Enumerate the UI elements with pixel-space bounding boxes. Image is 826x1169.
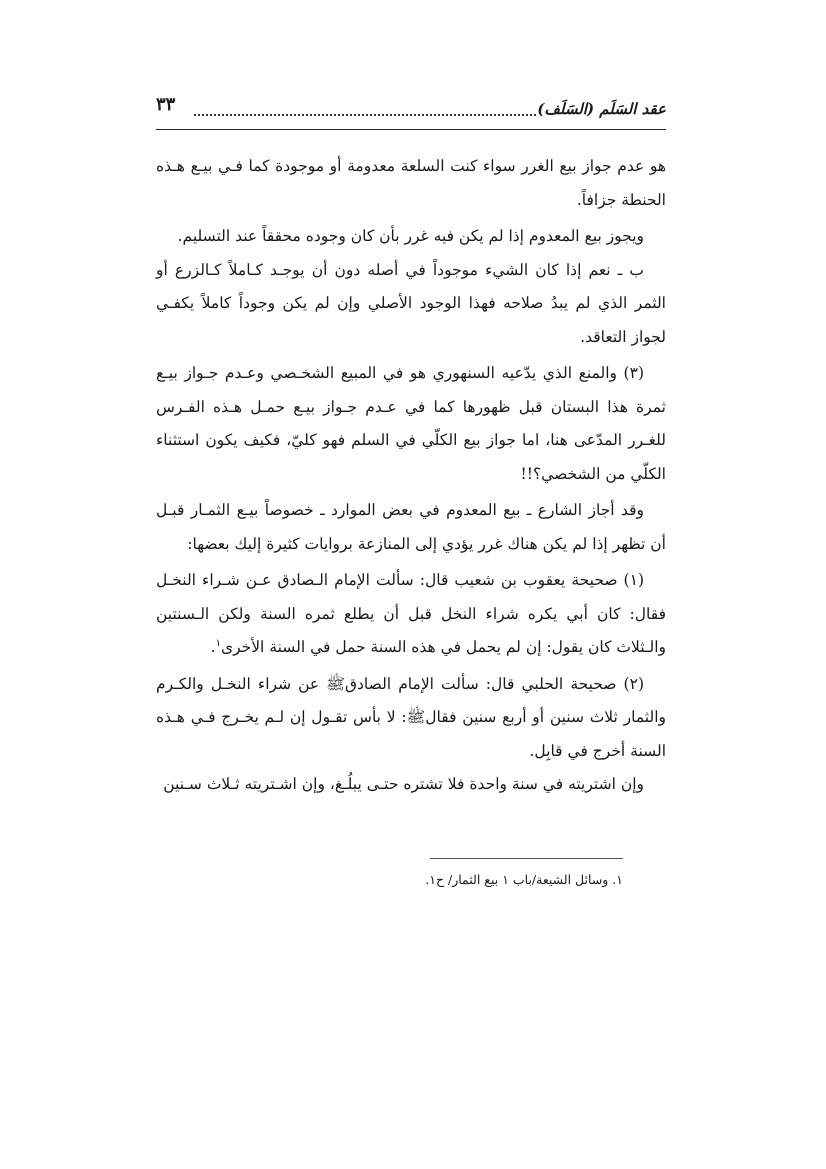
page-number: ٣٣ [156, 94, 176, 115]
paragraph-8: وإن اشتريته في سنة واحدة فلا تشتره حتـى يبلُـغ، وإن اشـتريته ثـلاث سـنين [163, 775, 644, 793]
paragraph-5: وقد أجاز الشارع ـ بيع المعدوم في بعض الموارد ـ خصوصاً بيـع الثمـار قبـل أن تظهر إذا لم يكن هناك غرر يؤدي إلى المنازعة بروايات كثيرة إليك بعضها: [156, 501, 666, 553]
header-leader-dots [194, 114, 536, 116]
footnote-divider [430, 858, 623, 859]
footnote: ١. وسائل الشيعة/باب ١ بيع الثمار/ ح١. [425, 872, 623, 887]
body-text [156, 150, 666, 802]
paragraph-6-text: (١) صحيحة يعقوب بن شعيب قال: سألت الإمام الـصادق عـن شـراء النخـل فقال: كان أبي يكره شراء النخل قبل أن يطلع ثمره السنة ولكن الـسنتين والـثلاث كان يقول: إن لم يحمل في هذه السنة حمل في السنة الأخرى [156, 571, 666, 656]
paragraph-6 [156, 564, 666, 665]
paragraph-6-end: . [210, 638, 216, 656]
running-header [156, 94, 666, 124]
paragraph-4: (٣) والمنع الذي يدّعيه السنهوري هو في المبيع الشخـصي وعـدم جـواز بيـع ثمرة هذا البستان قبل ظهورها كما في عـدم جـواز بيـع حمـل هـذه الفـرس للغـرر المدّعى هنا، اما جواز بيع الكلّي في السلم فهو كليّ، فكيف يكون استثناء الكلّي من الشخصي؟!! [156, 364, 666, 483]
header-title: عقد السَلَم (السَلَف) [537, 100, 666, 118]
header-divider [156, 129, 666, 130]
paragraph-7: (٢) صحيحة الحلبي قال: سألت الإمام الصادقﷺ عن شراء النخـل والكـرم والثمار ثلاث سنين أو أربع سنين فقالﷺ: لا بأس تقـول إن لـم يخـرج فـي هـذه السنة أخرج في قابِل. [156, 674, 666, 760]
paragraph-2: ويجوز بيع المعدوم إذا لم يكن فيه غرر بأن كان وجوده محققاً عند التسليم. [177, 227, 644, 245]
footnote-reference[interactable]: ١ [215, 637, 221, 649]
paragraph-1: هو عدم جواز بيع الغرر سواء كنت السلعة معدومة أو موجودة كما فـي بيـع هـذه الحنطة جزافاً. [156, 157, 666, 209]
paragraph-3: ب ـ نعم إذا كان الشيء موجوداً في أصله دون أن يوجـد كـاملاً كـالزرع أو الثمر الذي لم يبدُ صلاحه فهذا الوجود الأصلي وإن لم يكن وجوداً كاملاً يكفـي لجواز التعاقد. [156, 260, 666, 346]
